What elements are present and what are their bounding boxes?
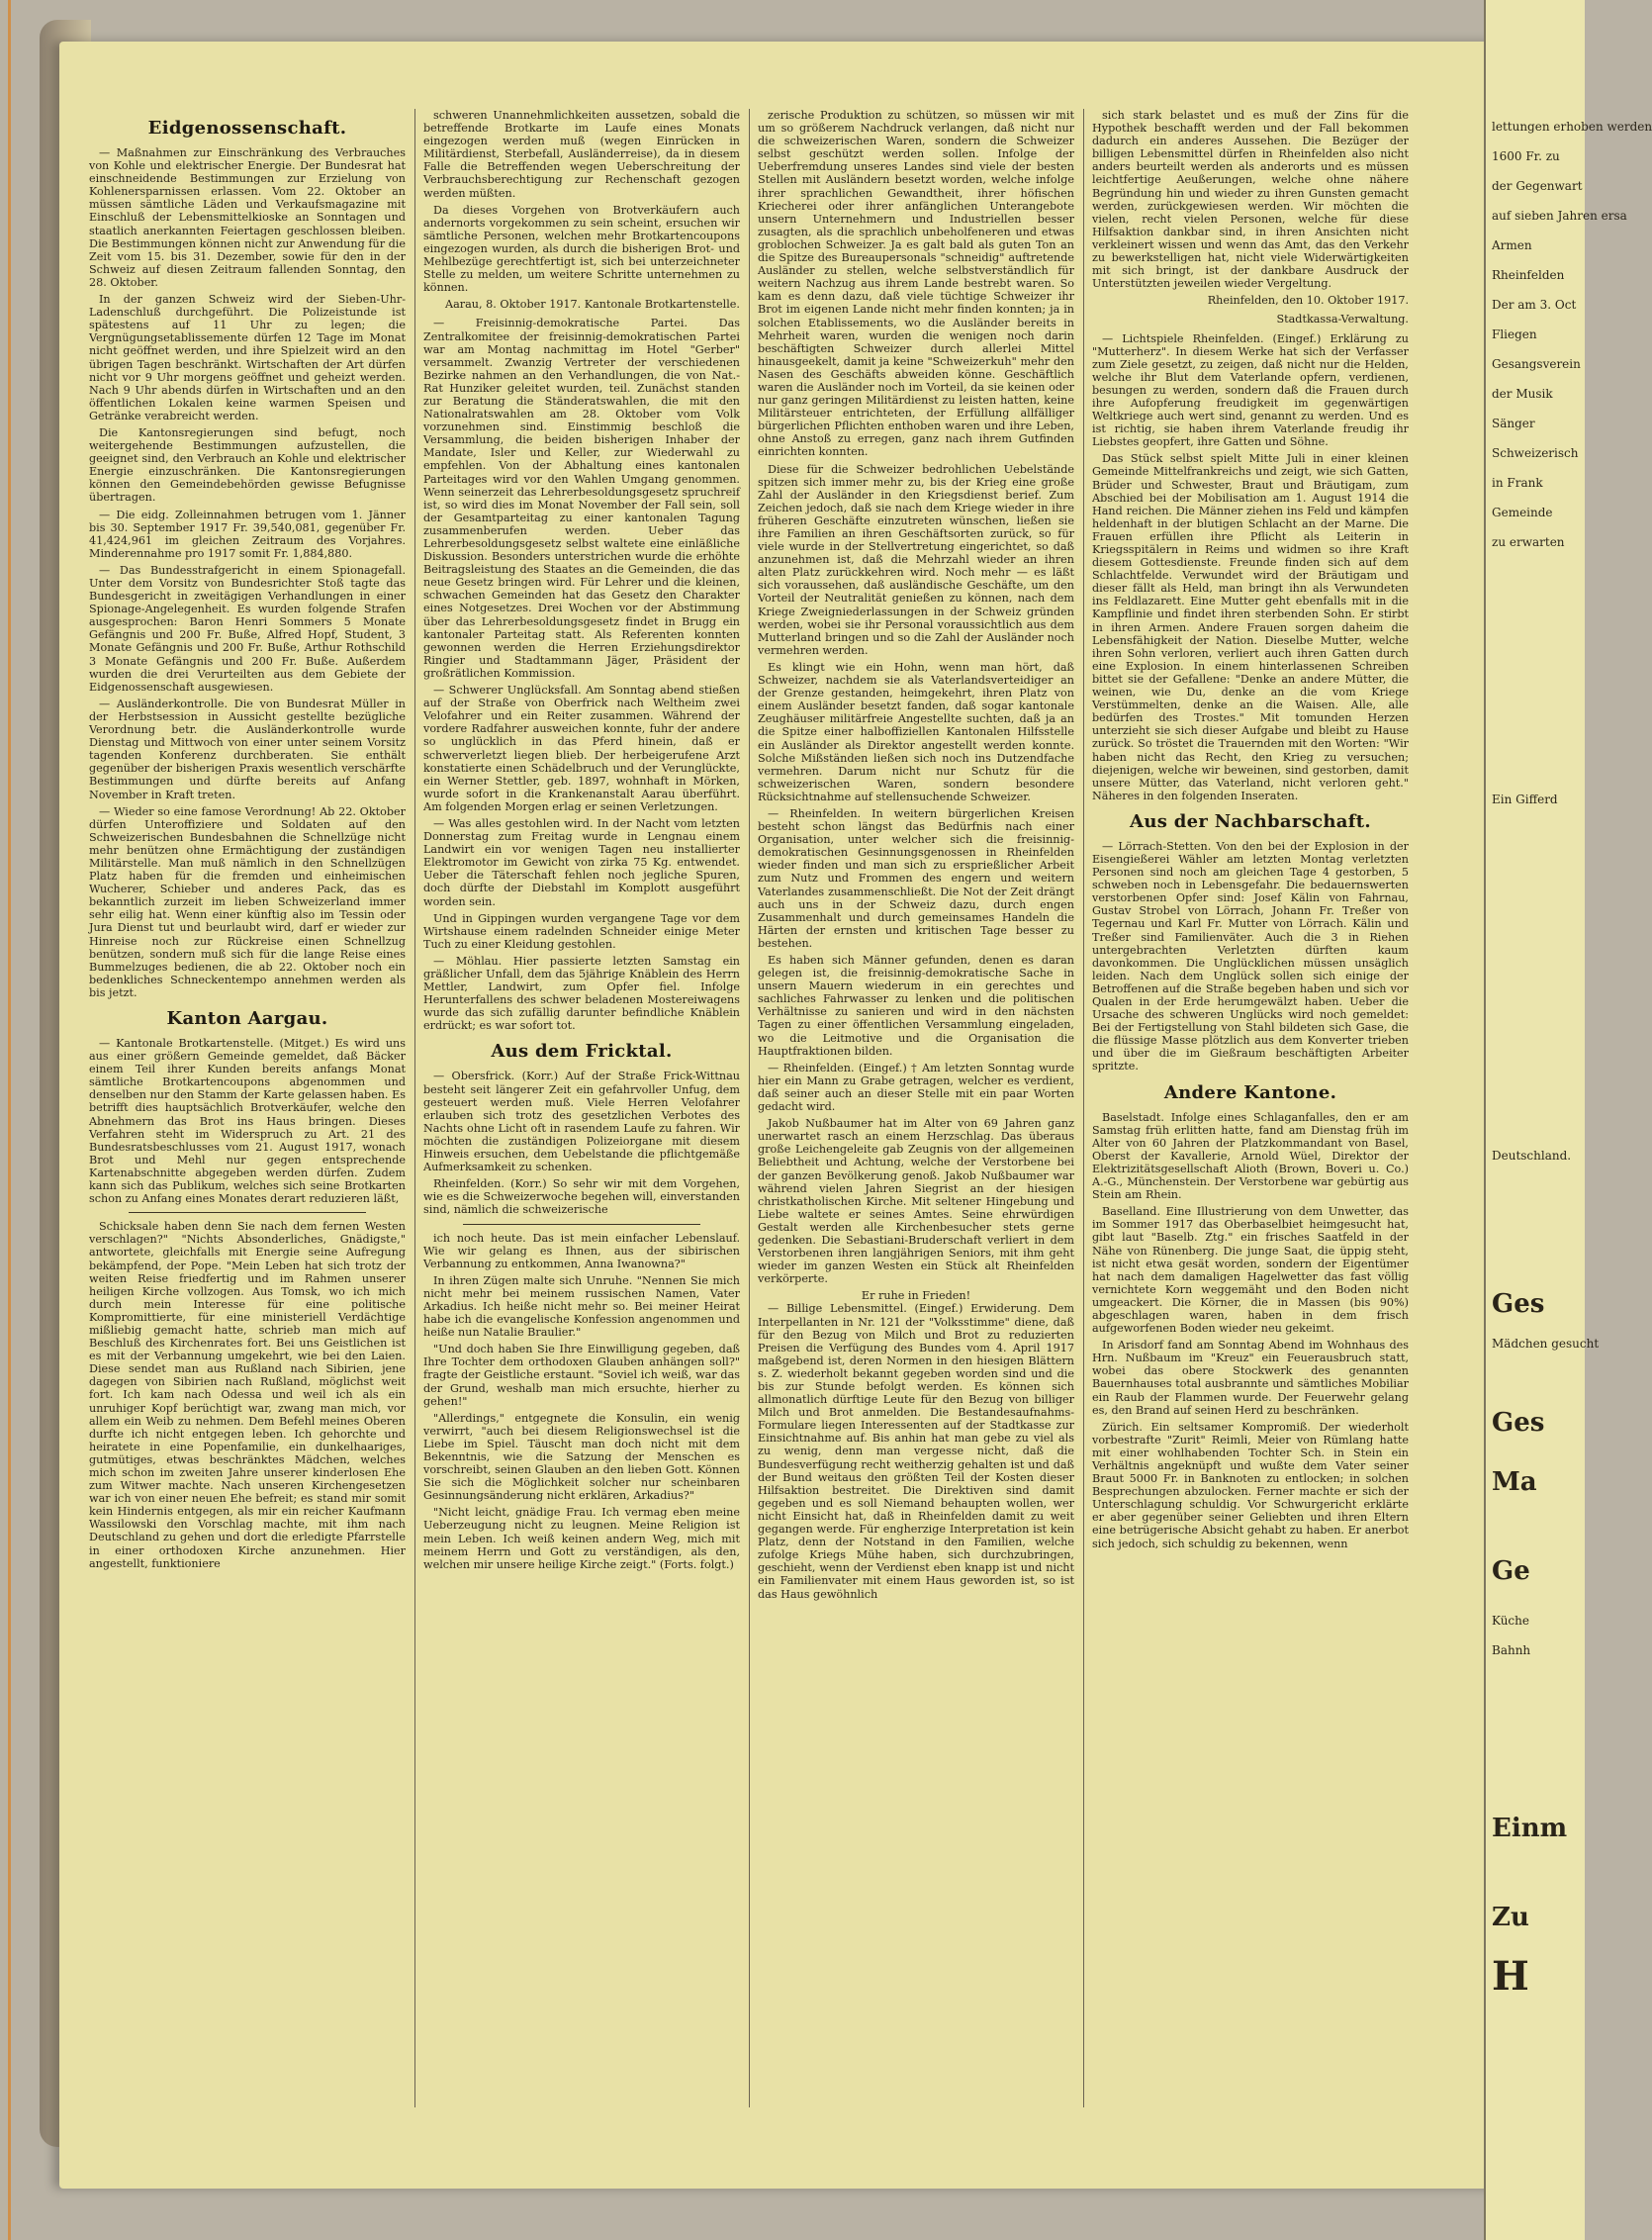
feuilleton-paragraph: ich noch heute. Das ist mein einfacher Lebenslauf. Wie wir gelang es Ihnen, aus der sibirischen Verbannung zu entkommen, Anna Iwanowna?" — [423, 1231, 740, 1270]
facing-page-text: der Musik — [1492, 387, 1553, 401]
article-paragraph: — Möhlau. Hier passierte letzten Samstag ein gräßlicher Unfall, dem das 5jährige Knäblein des Herrn Mettler, Landwirt, zum Opfer fiel. Infolge Herunterfallens des schwer beladenen Mostereiwagens wurde das sich zufällig darunter befindliche Knäblein erdrückt; es war sofort tot. — [423, 954, 740, 1033]
article-paragraph: — Das Bundesstrafgericht in einem Spionagefall. Unter dem Vorsitz von Bundesrichter Stoß tagte das Bundesgericht in zweitägigen Verhandlungen in einer Spionage-Angelegenheit. Es wurden folgende Strafen ausgesprochen: Baron Henri Sommers 5 Monate Gefängnis und 200 Fr. Buße, Alfred Hopf, Student, 3 Monate Gefängnis und 200 Fr. Buße, Arthur Rothschild 3 Monate Gefängnis und 200 Fr. Buße. Außerdem wurden die drei Verurteilten aus dem Gebiete der Eidgenossenschaft ausgewiesen. — [89, 563, 406, 694]
feuilleton-paragraph: "Und doch haben Sie Ihre Einwilligung gegeben, daß Ihre Tochter dem orthodoxen Glauben anhängen soll?" fragte der Geistliche erstaunt. "Soviel ich weiß, war das der Grund, weshalb man mich ersuchte, hierher zu gehen!" — [423, 1343, 740, 1408]
column-rule — [414, 109, 415, 2107]
article-paragraph: In der ganzen Schweiz wird der Sieben-Uhr-Ladenschluß durchgeführt. Die Polizeistunde ist spätestens auf 11 Uhr zu legen; die Vergnügungsetablissemente dürfen 12 Tage im Monat nicht geöffnet werden, und ihre Spielzeit wird an den übrigen Tagen beschränkt. Wirtschaften der Art dürfen nicht vor 9 Uhr morgens geöffnet und geheizt werden. Nach 9 Uhr abends dürfen in Wirtschaften und an den öffentlichen Lokalen keine warmen Speisen und Getränke verabreicht werden. — [89, 293, 406, 422]
facing-page-text: Gesangsverein — [1492, 357, 1581, 371]
facing-page-text: Mädchen gesucht — [1492, 1337, 1600, 1351]
facing-page-text: Armen — [1492, 238, 1532, 252]
article-paragraph: — Kantonale Brotkartenstelle. (Mitget.) Es wird uns aus einer größern Gemeinde gemeldet, daß Bäcker einem Teil ihrer Kunden bereits anfangs Monat sämtliche Brotkartencoupons abgenommen und denselben nur den Stamm der Karte gelassen haben. Es betrifft dies hauptsächlich Brotverkäufer, welche den Abnehmern das Brot ins Haus bringen. Dieses Verfahren steht im Widerspruch zu Art. 21 des Bundesratsbeschlusses vom 21. August 1917, wonach Brot und Mehl nur gegen entsprechende Kartenabschnitte abgegeben werden dürfen. Zudem kann sich das Publikum, welches sich seine Brotkarten schon zu Anfang eines Monates derart reduzieren läßt, — [89, 1037, 406, 1206]
facing-page-text: Sänger — [1492, 417, 1535, 430]
article-paragraph: — Wieder so eine famose Verordnung! Ab 22. Oktober dürfen Unteroffiziere und Soldaten auf den Schweizerischen Bundesbahnen die Schnellzüge nicht mehr benützen ohne Ermächtigung der zuständigen Militärstelle. Man muß nämlich in den Schnellzügen Platz haben für die fremden und einheimischen Wucherer, Schieber und anderes Pack, das es bekanntlich zurzeit im lieben Schweizerland immer sehr eilig hat. Wenn einer künftig also im Tessin oder Jura Dienst tut und beurlaubt wird, darf er wieder zur Hinreise noch zur Rückreise einen Schnellzug benützen, sondern muß sich für die lange Reise eines Bummelzuges bedienen, die ab 22. Oktober noch ein bedenkliches Schneckentempo annehmen werden als bis jetzt. — [89, 804, 406, 999]
column-1 — [89, 109, 406, 2107]
article-paragraph: Es klingt wie ein Hohn, wenn man hört, daß Schweizer, nachdem sie als Vaterlandsverteidiger an der Grenze gestanden, heimgekehrt, ihren Platz von einem Ausländer besetzt fanden, daß sogar kantonale Zeughäuser militärfreie Angestellte suchten, daß ja an die Spitze einer halboffiziellen Kantonalen Hilfsstelle ein Ausländer als Direktor angestellt werden konnte. Solche Mißständen ließen sich noch ins Dutzendfache vermehren. Darum nicht nur Schutz für die schweizerischen Waren, sondern besondere Rücksichtnahme auf stellensuchende Schweizer. — [758, 660, 1074, 803]
column-4 — [1092, 109, 1409, 2107]
article-paragraph: — Ausländerkontrolle. Die von Bundesrat Müller in der Herbstsession in Aussicht gestellte bezügliche Verordnung betr. die Ausländerkontrolle wurde Dienstag und Mittwoch von einer unter seinem Vorsitz tagenden Konferenz durchberaten. Sie enthält gegenüber der bisherigen Praxis wesentlich verschärfte Bestimmungen und dürfte bereits auf Anfang November in Kraft treten. — [89, 697, 406, 801]
facing-page-text: der Gegenwart — [1492, 179, 1583, 193]
facing-page-ad-heading: Zu — [1492, 1903, 1529, 1932]
article-columns — [89, 109, 1409, 2107]
facing-page-text: Küche — [1492, 1614, 1529, 1628]
facing-page-text: Ein Gifferd — [1492, 793, 1558, 806]
facing-page-text: Schweizerisch — [1492, 446, 1579, 460]
article-paragraph: Da dieses Vorgehen von Brotverkäufern auch andernorts vorgekommen zu sein scheint, ersuchen wir sämtliche Personen, welchen mehr Brotkartencoupons eingezogen wurden, als durch die bisherigen Brot- und Mehlbezüge gerechtfertigt ist, sich bei unterzeichneter Stelle zu melden, um weitere Schritte unternehmen zu können. — [423, 203, 740, 295]
facing-page-text: Der am 3. Oct — [1492, 298, 1577, 312]
facing-page-text: zu erwarten — [1492, 535, 1565, 549]
article-paragraph: Zürich. Ein seltsamer Kompromiß. Der wiederholt vorbestrafte "Zurit" Reimli, Meier von Rümlang hatte mit einer wohlhabenden Tochter Sch. in Stein ein Verhältnis angeknüpft und wußte dem Vater seiner Braut 5000 Fr. in Banknoten zu entlocken; in solchen Besprechungen abzulocken. Ferner machte er sich der Unterschlagung schuldig. Vor Schwurgericht erklärte er aber gegenüber seiner Geliebten und ihren Eltern eine betrügerische Absicht gehabt zu haben. Er anerbot sich jedoch, sich schuldig zu bekennen, wenn — [1092, 1420, 1409, 1550]
article-paragraph: In Arisdorf fand am Sonntag Abend im Wohnhaus des Hrn. Nußbaum im "Kreuz" ein Feuerausbruch statt, wobei das obere Stockwerk des genannten Bauernhauses total ausbrannte und sämtliches Mobiliar ein Raub der Flammen wurde. Der Feuerwehr gelang es, den Brand auf seinen Herd zu beschränken. — [1092, 1339, 1409, 1417]
article-paragraph: — Maßnahmen zur Einschränkung des Verbrauches von Kohle und elektrischer Energie. Der Bundesrat hat einschneidende Bestimmungen zur Erzielung von Kohlenersparnissen erlassen. Vom 22. Oktober an müssen sämtliche Läden und Verkaufsmagazine mit Einschluß der Lebensmittelkioske an Sonntagen und staatlich anerkannten Feiertagen geschlossen bleiben. Die Bestimmungen können nicht zur Anwendung für die Zeit vom 15. bis 31. Dezember, sowie für den in der Schweiz auf diesen Zeitraum fallenden Sonntag, den 28. Oktober. — [89, 146, 406, 289]
article-paragraph: — Was alles gestohlen wird. In der Nacht vom letzten Donnerstag zum Freitag wurde in Lengnau einem Landwirt ein vor wenigen Tagen neu installierter Elektromotor im Gewicht von zirka 75 Kg. entwendet. Ueber die Täterschaft fehlen noch jegliche Spuren, doch dürfte der Diebstahl im Komplott ausgeführt worden sein. — [423, 816, 740, 908]
article-paragraph: — Lichtspiele Rheinfelden. (Eingef.) Erklärung zu "Mutterherz". In diesem Werke hat sich der Verfasser zum Ziele gesetzt, zu zeigen, daß nicht nur die Helden, welche ihr Blut dem Vaterlande opfern, verdienen, besungen zu werden, sondern daß die Frauen durch ihre Aufopferung freudigkeit im gegenwärtigen Weltkriege auch wert sind, genannt zu werden. Und es ist richtig, sie haben ihrem Vaterlande freudig ihr Liebstes geopfert, ihre Gatten und Söhne. — [1092, 331, 1409, 449]
facing-page-text: auf sieben Jahren ersa — [1492, 209, 1627, 223]
article-paragraph: Das Stück selbst spielt Mitte Juli in einer kleinen Gemeinde Mittelfrankreichs und zeigt, wie sich Gatten, Brüder und Schwester, Braut und Bräutigam, zum Abschied bei der Mobilisation am 1. August 1914 die Hand reichen. Die Männer ziehen ins Feld und kämpfen heldenhaft in der blutigen Schlacht an der Marne. Die Frauen erfüllen ihre Pflicht als Leiterin in Kriegsspitälern in Reims und widmen so ihre Kraft diesem Gottesdienste. Freunde finden sich auf dem Schlachtfelde. Verwundet wird der Bräutigam und dieser fällt als Held, man bringt ihn als Verwundeten ins Feldlazarett. Eine Mutter geht ebenfalls mit in die Kampflinie und findet ihren sterbenden Sohn. Er stirbt in ihren Armen. Andere Frauen sorgen daheim die Lebensfähigkeit der Nation. Dieselbe Mutter, welche ihren Sohn verloren, verliert auch ihren Gatten durch eine Explosion. In einem hinterlassenen Schreiben bittet sie der Gefallene: "Denke an andere Mütter, die weinen, wie Du, denke an die vom Kriege Verstümmelten, denke an die Waisen. Alle, alle bedürfen des Trostes." Mit tomunden Herzen unterzieht sie sich dieser Aufgabe und bleibt zu Hause zurück. So tröstet die Trauernden mit den Worten: "Wir haben nicht das Recht, den Krieg zu versuchen; diejenigen, welche wir beweinen, sind gestorben, damit unsere Mütter, das Vaterland, nicht verloren geht." Näheres in den folgenden Inseraten. — [1092, 452, 1409, 802]
feuilleton-paragraph: In ihren Zügen malte sich Unruhe. "Nennen Sie mich nicht mehr bei meinem russischen Namen, Vater Arkadius. Ich heiße nicht mehr so. Bei meiner Heirat habe ich die evangelische Konfession angenommen und heiße nun Natalie Braulier." — [423, 1273, 740, 1340]
article-paragraph: — Lörrach-Stetten. Von den bei der Explosion in der Eisengießerei Wähler am letzten Montag verletzten Personen sind noch am gleichen Tage 4 gestorben, 5 schweben noch in Lebensgefahr. Die bedauernswerten verstorbenen Opfer sind: Josef Kälin von Fahrnau, Gustav Strobel von Lörrach, Johann Fr. Treßer von Tegernau und Karl Fr. Mutter von Lörrach. Kälin und Treßer sind Familienväter. Auch die 3 in Riehen untergebrachten Verletzten dürften kaum davonkommen. Die Unglücklichen müssen unsäglich leiden. Nach dem Unglück sollen sich einige der Betroffenen auf die Straße begeben haben und sich vor Qualen in der Erde herumgewälzt haben. Ueber die Ursache des schweren Unglücks wird noch gemeldet: Bei der Fertigstellung von Stahl bildeten sich Gase, die die flüssige Masse plötzlich aus dem Konverter trieben und über die im Gießraum beschäftigten Arbeiter spritzte. — [1092, 839, 1409, 1073]
feuilleton-divider — [129, 1212, 366, 1213]
article-paragraph: — Schwerer Unglücksfall. Am Sonntag abend stießen auf der Straße von Oberfrick nach Weltheim zwei Velofahrer und ein Reiter zusammen. Während der vordere Radfahrer ausweichen konnte, fuhr der andere so unglücklich in das Pferd hinein, daß er schwerverletzt liegen blieb. Der herbeigerufene Arzt konstatierte einen Schädelbruch und der Verunglückte, ein Werner Stettler, geb. 1897, wohnhaft in Mörken, wurde sofort in die Krankenanstalt Aarau überführt. Am folgenden Morgen erlag er seinen Verletzungen. — [423, 684, 740, 813]
section-heading: Aus dem Fricktal. — [491, 1041, 673, 1063]
facing-page-text: 1600 Fr. zu — [1492, 149, 1560, 163]
column-3 — [758, 109, 1074, 2107]
article-paragraph: — Rheinfelden. (Eingef.) † Am letzten Sonntag wurde hier ein Mann zu Grabe getragen, welcher es verdient, daß seiner auch an dieser Stelle mit ein paar Worten gedacht wird. — [758, 1061, 1074, 1114]
facing-page-text: Rheinfelden — [1492, 268, 1565, 282]
facing-page-text: Deutschland. — [1492, 1149, 1572, 1163]
signature-line: Stadtkassa-Verwaltung. — [1276, 313, 1409, 327]
article-paragraph: — Obersfrick. (Korr.) Auf der Straße Frick-Wittnau besteht seit längerer Zeit ein gefahrvoller Unfug, dem gesteuert werden muß. Viele Herren Velofahrer erlauben sich trotz des gesetzlichen Verbotes des Nachts ohne Licht oft in rasendem Laufe zu fahren. Wir möchten die zuständigen Polizeiorgane mit diesem Hinweis ersuchen, dem Uebelstande die pflichtgemäße Aufmerksamkeit zu schenken. — [423, 1070, 740, 1174]
facing-page-ad-heading: H — [1492, 1953, 1529, 2000]
facing-page-ad-heading: Ges — [1492, 1408, 1545, 1438]
article-paragraph: sich stark belastet und es muß der Zins für die Hypothek beschafft werden und der Fall bekommen dadurch ein anderes Aussehen. Die Bezüger der billigen Lebensmittel dürfen in Rheinfelden also nicht anders beurteilt werden als anderorts und es müssen leichtfertige Aeußerungen, welche ohne nähere Begründung hin und wieder zu ihren Gunsten gemacht werden, zurückgewiesen werden. Wir möchten die vielen, recht vielen Personen, welche für diese Hilfsaktion dankbar sind, in ihren Ansichten nicht verkleinert wissen und wenn das Amt, das den Verkehr zu bewerkstelligen hat, nicht viele Widerwärtigkeiten mit sich bringt, ist der dankbare Ausdruck der Unterstützten jeweilen wieder Vergeltung. — [1092, 109, 1409, 291]
article-paragraph: Baselstadt. Infolge eines Schlaganfalles, den er am Samstag früh erlitten hatte, fand am Dienstag früh im Alter von 60 Jahren der Platzkommandant von Basel, Oberst der Kavallerie, Arnold Wüel, Direktor der Elektrizitätsgesellschaft Alioth (Brown, Boveri u. Co.) A.-G., Münchenstein. Der Verstorbene war gebürtig aus Stein am Rhein. — [1092, 1110, 1409, 1202]
article-paragraph: — Freisinnig-demokratische Partei. Das Zentralkomitee der freisinnig-demokratischen Partei war am Montag nachmittag im Hotel "Gerber" versammelt. Zwanzig Vertreter der verschiedenen Bezirke nahmen an den Verhandlungen, die von Nat.-Rat Hunziker geleitet wurden, teil. Zunächst standen zur Beratung die Ständeratswahlen, die mit den Nationalratswahlen am 28. Oktober vom Volk vorzunehmen sind. Einstimmig beschloß die Versammlung, die beiden bisherigen Inhaber der Mandate, Isler und Keller, zur Wiederwahl zu empfehlen. Von der Abhaltung eines kantonalen Parteitages wird vor den Wahlen Umgang genommen. Wenn seinerzeit das Lehrerbesoldungsgesetz spruchreif ist, so wird dies im Monat November der Fall sein, soll der Gesamtparteitag zu einer kantonalen Tagung zusammenberufen werden. Ueber das Lehrerbesoldungsgesetz selbst waltete eine einläßliche Diskussion. Besonders unterstrichen wurde die erhöhte Beitragsleistung des Staates an die Gemeinden, die das neue Gesetz bringen wird. Für Lehrer und die kleinen, schwachen Gemeinden hat das Gesetz den Charakter eines Notgesetzes. Drei Wochen vor der Abstimmung über das Lehrerbesoldungsgesetz findet in Brugg ein kantonaler Parteitag statt. Als Referenten konnten gewonnen werden die Herren Erziehungsdirektor Ringier und Stadtammann Jäger, Präsident der großrätlichen Kommission. — [423, 317, 740, 680]
signature-line: Rheinfelden, den 10. Oktober 1917. — [1207, 294, 1409, 308]
section-heading: Andere Kantone. — [1163, 1081, 1337, 1103]
section-heading: Aus der Nachbarschaft. — [1130, 810, 1371, 832]
facing-page-ad-heading: Ges — [1492, 1289, 1545, 1319]
article-paragraph: — Die eidg. Zolleinnahmen betrugen vom 1. Jänner bis 30. September 1917 Fr. 39,540,081, gegenüber Fr. 41,424,961 im gleichen Zeitraum des Vorjahres. Minderennahme pro 1917 somit Fr. 1,884,880. — [89, 508, 406, 560]
facing-page-edge — [1484, 0, 1652, 2240]
facing-page-text: Fliegen — [1492, 327, 1537, 341]
column-rule — [1083, 109, 1084, 2107]
facing-page-text: Gemeinde — [1492, 506, 1553, 519]
article-paragraph: Jakob Nußbaumer hat im Alter von 69 Jahren ganz unerwartet rasch an einem Herzschlag. Das überaus große Leichengeleite gab Zeugnis von der allgemeinen Beliebtheit und Achtung, welche der Verstorbene bei der ganzen Bevölkerung genoß. Jakob Nußbaumer war während vielen Jahren Siegrist an der hiesigen christkatholischen Kirche. Mit seltener Hingebung und Liebe waltete er seines Amtes. Seine ehrwürdigen Gestalt werden alle Kirchenbesucher stets gerne gedenken. Die Sebastiani-Bruderschaft verliert in dem Verstorbenen ihren langjährigen Seniors, mit ihm geht wieder im ganzen Westen ein Stück alt Rheinfelden verkörperte. — [758, 1117, 1074, 1286]
feuilleton-paragraph: Schicksale haben denn Sie nach dem fernen Westen verschlagen?" "Nichts Absonderliches, Gnädigste," antwortete, gleichfalls mit Energie seine Aufregung bekämpfend, der Pope. "Mein Leben hat sich trotz der weiten Reise friedfertig und im Rahmen unserer heiligen Kirche vollzogen. Aus Tomsk, wo ich mich durch mein Interesse für eine politische Kompromittierte, für eine ministeriell Verdächtige mißliebig gemacht hatte, schrieb man mich auf Beschluß des Kirchenrates fort. Bei uns Geistlichen ist es mit der Verbannung umgekehrt, wie bei den Laien. Diese sendet man aus Rußland nach Sibirien, jene dagegen von Sibirien nach Rußland, möglichst weit fort. Ich kam nach Odessa und weil ich als ein unruhiger Kopf berüchtigt war, zwang man mich, vor allem ein Weib zu nehmen. Dem Befehl meines Oberen durfte ich nicht entgegen leben. Ich gehorchte und heiratete in eine Popenfamilie, ein dunkelhaariges, gutmütiges, etwas beschränktes Mädchen, welches mich schon im zweiten Jahre unserer kinderlosen Ehe zum Witwer machte. Nach unseren Kirchengesetzen war ich von einer neuen Ehe befreit; es stand mir somit kein Hindernis entgegen, als mir ein reicher Kaufmann Wassilowski den Vorschlag machte, mit ihm nach Deutschland zu gehen und dort die erledigte Pfarrstelle in einer orthodoxen Kirche anzunehmen. Hier angestellt, funktioniere — [89, 1220, 406, 1570]
binding-cord — [8, 0, 11, 2240]
article-paragraph: zerische Produktion zu schützen, so müssen wir mit um so größerem Nachdruck verlangen, daß nicht nur die schweizerischen Waren, sondern die Schweizer selbst geschützt werden sollen. Infolge der Ueberfremdung unseres Landes sind viele der besten Stellen mit Ausländern besetzt worden, welche infolge ihrer sprachlichen Gewandtheit, ihrer höfischen Kriecherei oder ihrer anfänglichen Unterangebote unsern Unternehmern und Industriellen besser zusagten, als die sprachlich unbeholfeneren und etwas groblochen Schweizer. Ja es galt bald als guten Ton an die Spitze des Bureaupersonals "schneidig" auftretende Ausländer zu stellen, welche selbstverständlich für weitern Nachzug aus ihrem Lande bestrebt waren. So kam es denn dazu, daß viele tüchtige Schweizer ihr Brot im eigenen Lande nicht mehr finden konnten; ja in solchen Etablissements, wo die Ausländer bereits in Mehrheit waren, wurden die wenigen noch darin beschäftigten Schweizer durch allerlei Mittel hinausgeekelt, damit ja keine "Schweizerkuh" mehr den Nasen des Geschäfts abweiden könne. Geschäftlich waren die Ausländer noch im Vorteil, da sie keinen oder nur ganz geringen Militärdienst zu leisten hatten, keine Militärsteuer entrichteten, der Erfüllung allfälliger bürgerlichen Pflichten enthoben waren und ihre Leben, ohne Anstoß zu erregen, ganz nach ihrem Gutfinden einrichten konnten. — [758, 109, 1074, 459]
article-paragraph: Und in Gippingen wurden vergangene Tage vor dem Wirtshause einem radelnden Schneider einige Meter Tuch zu einer Kleidung gestohlen. — [423, 911, 740, 951]
feuilleton-paragraph: "Allerdings," entgegnete die Konsulin, ein wenig verwirrt, "auch bei diesem Religionswechsel ist die Liebe im Spiel. Täuscht man doch nicht mit dem Bekenntnis, wie die Satzung der Menschen es vorschreibt, seinen Glauben an den lieben Gott. Können Sie sich die Möglichkeit solcher nur scheinbaren Gesinnungsänderung nicht erklären, Arkadius?" — [423, 1411, 740, 1503]
feuilleton-paragraph: "Nicht leicht, gnädige Frau. Ich vermag eben meine Ueberzeugung nicht zu leugnen. Meine Religion ist mein Leben. Ich weiß keinen andern Weg, mich mit meinem Herrn und Gott zu verständigen, als den, welchen mir unsere heilige Kirche zeigt." (Forts. folgt.) — [423, 1506, 740, 1571]
article-paragraph: Baselland. Eine Illustrierung von dem Unwetter, das im Sommer 1917 das Oberbaselbiet heimgesucht hat, gibt laut "Baselb. Ztg." ein frisches Saatfeld in der Nähe von Rünenberg. Die junge Saat, die üppig steht, ist nicht etwa gesät worden, sondern der Eigentümer hat nach dem damaligen Hagelwetter das fast völlig vernichtete Korn weggemäht und den Boden nicht umgeackert. Die Körner, die in Massen (bis 90%) abgeschlagen waren, haben in dem frisch aufgeworfenen Boden wieder neu gekeimt. — [1092, 1205, 1409, 1336]
section-heading: Kanton Aargau. — [166, 1008, 328, 1029]
article-paragraph: Es haben sich Männer gefunden, denen es daran gelegen ist, die freisinnig-demokratische Sache in unsern Mauern wiederum in ein gerechtes und sachliches Fahrwasser zu lenken und die politischen Verhältnisse zu sanieren und wird in den nächsten Tagen zu einer öffentlichen Versammlung eingeladen, wo die Leitmotive und die Organisation die Hauptfraktionen bilden. — [758, 954, 1074, 1058]
article-paragraph: Die Kantonsregierungen sind befugt, noch weitergehende Bestimmungen aufzustellen, die geeignet sind, den Verbrauch an Kohle und elektrischer Energie einzuschränken. Die Kantonsregierungen können den Gemeindebehörden gewisse Befugnisse übertragen. — [89, 425, 406, 505]
section-heading: Eidgenossenschaft. — [147, 118, 347, 139]
facing-page-ad-heading: Ge — [1492, 1556, 1530, 1586]
facing-page-text: lettungen erhoben werden — [1492, 120, 1652, 134]
signature-line: Aarau, 8. Oktober 1917. Kantonale Brotkartenstelle. — [445, 298, 740, 312]
facing-page-text: in Frank — [1492, 476, 1543, 490]
article-paragraph: Diese für die Schweizer bedrohlichen Uebelstände spitzen sich immer mehr zu, bis der Krieg eine große Zahl der Ausländer in den Kriegsdienst berief. Zum Zeichen jedoch, daß sie nach dem Kriege wieder in ihre früheren Geschäfte einzutreten wünschen, ließen sie ihre Familien an ihren Geschäftsorten zurück, so für viele wurde in der Stellvertretung eingerichtet, so daß anzunehmen ist, daß die Mehrzahl wieder an ihren alten Platz zurückkehren wird. Noch mehr — es läßt sich voraussehen, daß ausländische Geschäfte, um den Vorteil der Neutralität genießen zu können, nach dem Kriege Zweigniederlassungen in der Schweiz gründen werden, wobei sie ihr Personal voraussichtlich aus dem Mutterland bringen und so die Zahl der Ausländer noch vermehren werden. — [758, 462, 1074, 657]
facing-page-ad-heading: Einm — [1492, 1814, 1568, 1843]
facing-page-text: Bahnh — [1492, 1643, 1531, 1657]
column-rule — [749, 109, 750, 2107]
facing-page-ad-heading: Ma — [1492, 1467, 1537, 1497]
closing-line: Er ruhe in Frieden! — [861, 1289, 971, 1303]
article-paragraph: — Billige Lebensmittel. (Eingef.) Erwiderung. Dem Interpellanten in Nr. 121 der "Volksstimme" diene, daß für den Bezug von Milch und Brot zu reduzierten Preisen die Verfügung des Bundes vom 4. April 1917 maßgebend ist, deren Normen in den hiesigen Blättern s. Z. wiederholt bekannt gegeben worden sind und die bis zur Stunde befolgt werden. Es können sich allmonatlich dürftige Leute für den Bezug von billiger Milch und Brot anmelden. Die Bestandesaufnahms-Formulare liegen Interessenten auf der Stadtkasse zur Einsichtnahme auf. Bis anhin hat man gebe zu viel als zu wenig, denn man vergesse nicht, daß die Bundesverfügung recht weitherzig gehalten ist und daß der Bund weitaus den größten Teil der Kosten dieser Hilfsaktion bestreitet. Die Direktiven sind damit gegeben und es soll Niemand behaupten wollen, wer nicht Einsicht hat, daß in Rheinfelden damit zu weit gegangen werde. Für engherzige Interpretation ist kein Platz, denn der Notstand in den Familien, welche zufolge Kriegs Mühe haben, sich durchzubringen, geschieht, wenn der Verdienst eben knapp ist und nicht ein Familienvater mit einem Haus geworden ist, so ist das Haus gewöhnlich — [758, 1302, 1074, 1601]
article-paragraph: Rheinfelden. (Korr.) So sehr wir mit dem Vorgehen, wie es die Schweizerwoche begehen will, einverstanden sind, nämlich die schweizerische — [423, 1177, 740, 1217]
feuilleton-divider — [463, 1224, 700, 1225]
column-2 — [423, 109, 740, 2107]
article-paragraph: schweren Unannehmlichkeiten aussetzen, sobald die betreffende Brotkarte im Laufe eines Monats eingezogen werden muß (wegen Einrücken in Militärdienst, Sterbefall, Ausländerreise), da in diesem Falle die Betreffenden wegen Ueberschreitung der Verbrauchsberechtigung zur Rechenschaft gezogen werden müßten. — [423, 109, 740, 200]
article-paragraph: — Rheinfelden. In weitern bürgerlichen Kreisen besteht schon längst das Bedürfnis nach einer Organisation, unter welcher sich die freisinnig-demokratischen Gesinnungsgenossen in Rheinfelden wieder finden und man sich zu ersprießlicher Arbeit zum Nutz und Frommen des engern und weitern Vaterlandes zusammenschließt. Die Not der Zeit drängt auch uns in der Schweiz dazu, durch engen Zusammenhalt und durch gemeinsames Handeln die Härten der ernsten und kritischen Tage besser zu bestehen. — [758, 806, 1074, 950]
